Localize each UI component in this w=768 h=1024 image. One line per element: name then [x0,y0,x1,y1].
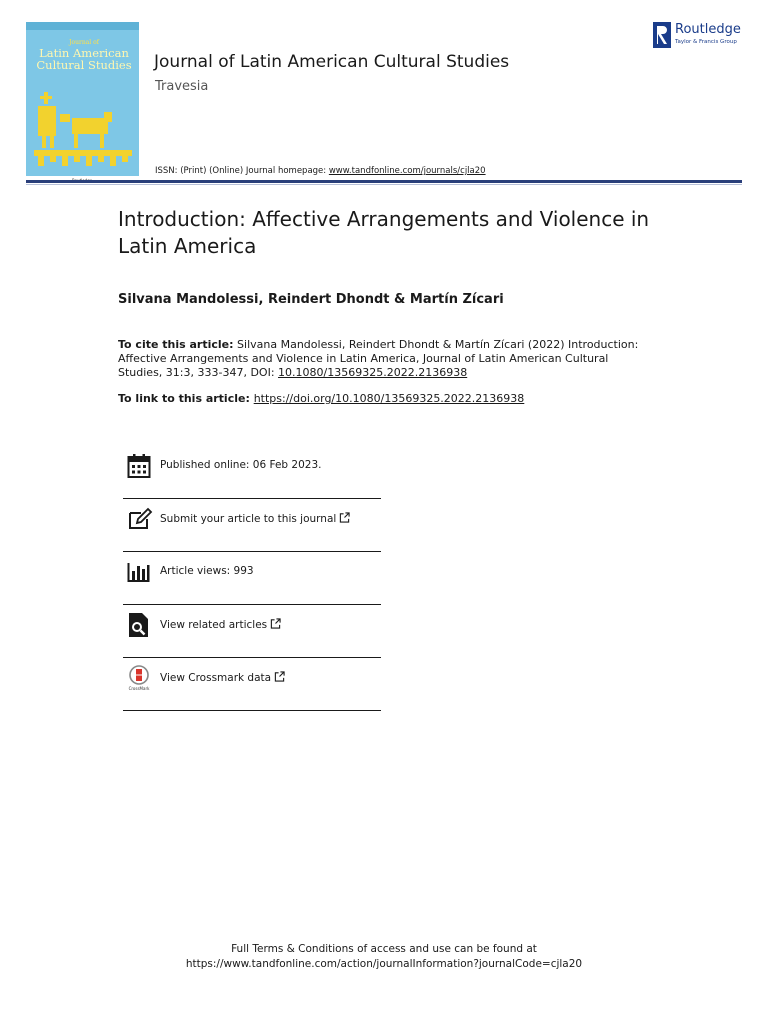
publisher-name: Routledge [675,22,741,37]
meta-published [123,446,381,499]
footer-terms-url[interactable]: https://www.tandfonline.com/action/journalInformation?journalCode=cjla20 [185,958,583,970]
external-link-icon [274,671,285,682]
cover-title [32,39,136,71]
article-url-link[interactable]: https://doi.org/10.1080/13569325.2022.2136938 [253,392,525,405]
calendar-icon [127,453,151,479]
journal-homepage-link[interactable]: www.tandfonline.com/journals/cjla20 [328,166,486,176]
journal-cover [26,22,139,176]
publisher-tagline: Taylor & Francis Group [675,39,737,45]
meta-views [123,552,381,605]
terms-footer [0,942,768,972]
issn-line [155,166,486,176]
link-label: To link to this article: [118,392,254,405]
cover-title-small: Journal of [69,39,99,46]
meta-crossmark[interactable] [123,658,381,711]
doi-link[interactable]: 10.1080/13569325.2022.2136938 [278,366,468,379]
document-search-icon [127,612,151,638]
meta-related[interactable] [123,605,381,658]
journal-title: Journal of Latin American Cultural Studies [154,52,510,72]
crossmark-label: View Crossmark data [160,672,272,684]
routledge-r-icon [653,22,671,48]
related-articles-link[interactable] [160,618,281,631]
crossmark-icon-label: CrossMark [128,686,150,691]
external-link-icon [339,512,350,523]
cover-illustration [34,92,132,172]
submit-label: Submit your article to this journal [160,513,337,525]
published-date: Published online: 06 Feb 2023. [160,459,322,471]
cite-label: To cite this article: [118,338,234,351]
meta-submit[interactable] [123,499,381,552]
edit-icon [127,506,151,532]
cite-text: Silvana Mandolessi, Reindert Dhondt & Martín Zícari (2022) Introduction: Affective Arrangements and Violence in Latin America, Journal of Latin American Cultural Studies, 31:3, 333-347, DOI: [118,338,639,379]
footer-line-1: Full Terms & Conditions of access and use can be found at [231,943,537,955]
issn-label: ISSN: (Print) (Online) Journal homepage: [155,166,329,176]
article-title: Introduction: Affective Arrangements and Violence in Latin America [118,207,650,258]
cover-top-band [26,22,139,30]
crossmark-link[interactable] [160,671,285,684]
cover-title-main: Latin American Cultural Studies [36,46,132,72]
header-divider-thin [26,184,742,185]
submit-article-link[interactable] [160,512,350,525]
header-divider [26,180,742,183]
journal-subtitle: Travesia [155,79,209,94]
article-meta-list [123,446,381,711]
article-views: Article views: 993 [160,565,254,577]
bar-chart-icon [127,559,151,585]
related-label: View related articles [160,619,268,631]
external-link-icon [270,618,281,629]
article-link-block [118,392,524,406]
crossmark-icon [127,665,151,691]
article-authors: Silvana Mandolessi, Reindert Dhondt & Martín Zícari [118,292,504,307]
citation-block [118,338,648,380]
